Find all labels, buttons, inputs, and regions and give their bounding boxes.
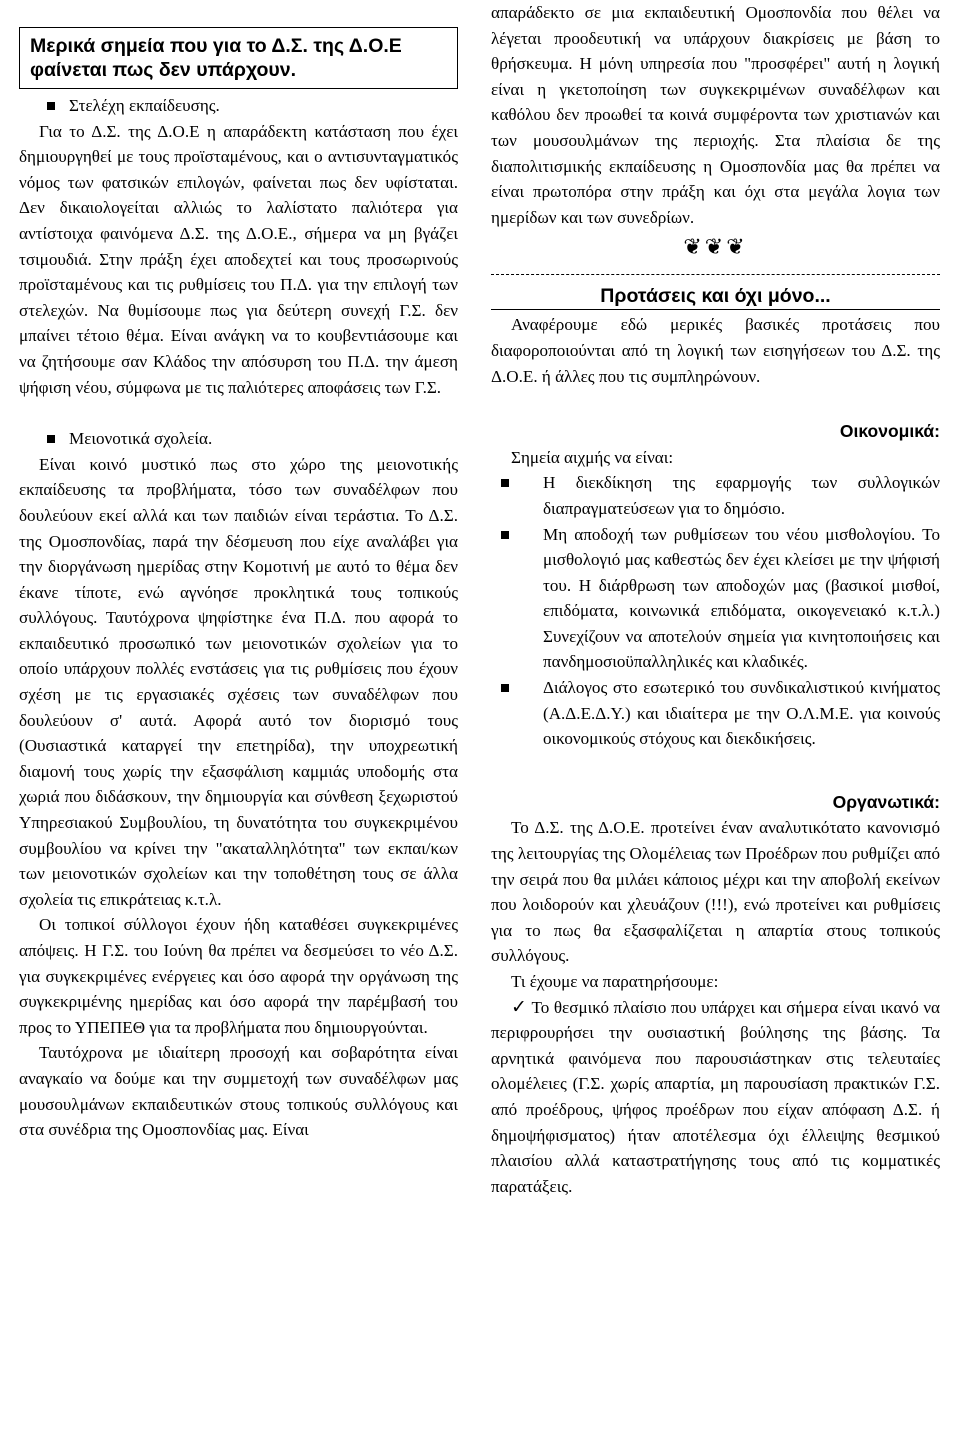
economic-lead: Σημεία αιχμής να είναι: xyxy=(511,447,674,467)
paragraph-continued: απαράδεκτο σε μια εκπαιδευτική Ομοσπονδία που θέλει να λέγεται προοδευτική να υπάρχουν διακρίσεις με βάση το θρήσκευμα. Η μόνη υπηρεσία που "προσφέρει" αυτή η λογική είναι η γκετοποίηση των συγκεκριμένων συναδέλφων και καθόλου δεν προωθεί τα κοινά συμφέροντα των χριστιανών και των μουσουλμάνων της περιοχής. Στα πλαίσια δε της διαπολιτισμικής εκπαίδευσης η Ομοσπονδία μας θα πρέπει να είναι πρωτοπόρα στην πράξη και όχι στα μεγάλα λογια των ημερίδων και των συνεδρίων. xyxy=(491,3,940,227)
square-bullet-icon xyxy=(47,102,55,110)
list-item: Διάλογος στο εσωτερικό του συνδικαλιστικού κινήματος (Α.Δ.Ε.Δ.Υ.) και ιδιαίτερα με την Ο.Λ.Μ.Ε. για κοινούς οικονομικούς στόχους και διεκδικήσεις. xyxy=(491,675,940,752)
bullet-heading-minority-schools xyxy=(19,426,458,452)
paragraph-executives: Για το Δ.Σ. της Δ.Ο.Ε η απαράδεκτη κατάσταση που έχει δημιουργηθεί με τους προϊσταμένους, και ο αντισυνταγματικός νόμος των φατσικών επιλογών, φαίνεται πως δεν υφίσταται. Δεν δικαιολογείται αλλιώς το λαλίστατο παλιότερα για αντίστοιχα φαινόμενα Δ.Σ. της Δ.Ο.Ε., σήμερα να μη βγάζει τσιμουδιά. Στην πράξη έχει αποδεχτεί και τους προσωρινούς προϊσταμένους και τις ρυθμίσεις του Π.Δ. για την επιλογή των στελεχών. Να θυμίσουμε πως για δεύτερη συνεχή Γ.Σ. δεν μπαίνει τέτοιο θέμα. Είναι ανάγκη να το κουβεντιάσουμε και να ζητήσουμε σαν Κλάδος την απόσυρση του Π.Δ. την άμεση ψήφιση νέου, σύμφωνα με τις παλιότερες αποφάσεις των Γ.Σ. xyxy=(19,121,458,397)
bullet-label: Μειονοτικά σχολεία. xyxy=(69,429,213,449)
bullet-label: Στελέχη εκπαίδευσης. xyxy=(69,96,220,115)
organizational-note: Τι έχουμε να παρατηρήσουμε: xyxy=(511,972,719,991)
proposals-section xyxy=(491,274,940,389)
floral-dingbat-icon: ❦❦❦ xyxy=(683,234,748,260)
economic-heading: Οικονομικά: xyxy=(839,421,940,442)
paragraph-minority-3: Ταυτόχρονα με ιδιαίτερη προσοχή και σοβαρότητα είναι αναγκαίο να δούμε και την συμμετοχή των συναδέλφων μας μουσουλμάνων εκπαιδευτικών στους τοπικούς συλλόγους και στα συνέδρια της Ομοσπονδίας μας. Είναι xyxy=(19,1043,458,1140)
square-bullet-icon xyxy=(501,479,509,487)
square-bullet-icon xyxy=(501,531,509,539)
square-bullet-icon xyxy=(501,684,509,692)
checkmark-icon: ✓ xyxy=(511,995,528,1018)
organizational-heading: Οργανωτικά: xyxy=(832,791,940,812)
right-column xyxy=(491,0,940,1199)
section-title: Προτάσεις και όχι μόνο... xyxy=(491,283,940,310)
proposals-intro: Αναφέρουμε εδώ μερικές βασικές προτάσεις που διαφοροποιούνται από τη λογική των εισηγήσεων του Δ.Σ. της Δ.Ο.Ε. ή άλλες που τις συμπληρώνουν. xyxy=(491,315,940,386)
organizational-check-paragraph: ✓ Το θεσμικό πλαίσιο που υπάρχει και σήμερα είναι ικανό να περιφρουρήσει την ουσιαστική βούλησης της βάσης. Τα αρνητικά φαινόμενα που παρουσιάστηκαν στις τελευταίες ολομέλειες (Γ.Σ. χωρίς απαρτία, μη παρουσίαση πρακτικών Γ.Σ. από προέδρους, ψήφος προέδρων που είχαν απόφαση Δ.Σ. ή δημοψήφισματος) ήταν αποτέλεσμα όχι έλλειψης θεσμικού πλαισίου αλλά καταστρατήγησης τους από τις κομματικές παρατάξεις. xyxy=(491,995,941,1196)
square-bullet-icon xyxy=(47,435,55,443)
list-item: Η διεκδίκηση της εφαρμογής των συλλογικών διαπραγματεύσεων για το δημόσιο. xyxy=(491,470,940,521)
list-item: Μη αποδοχή των ρυθμίσεων του νέου μισθολογίου. Το μισθολογιό μας καθεστώς δεν έχει κλείσει με την ψήφισή του. Η διάρθρωση των αποδοχών μας (βασικοί μισθοί, επιδόματα, κοινωνικά επιδόματα, οικογενειακό κ.τ.λ.) Συνεχίζουν να αποτελούν σημεία για κινητοποιήσεις και πανδημοσιοϋπαλληλικές και κλαδικές. xyxy=(491,522,940,676)
left-column xyxy=(19,0,458,1143)
paragraph-minority-1: Είναι κοινό μυστικό πως στο χώρο της μειονοτικής εκπαίδευσης τα προβλήματα, τόσο των συναδέλφων που δουλεύουν εκεί αλλά και των παιδιών είναι τεράστια. Το Δ.Σ. της Ομοσπονδίας, παρά την δέσμευση που είχε αναλάβει για την διοργάνωση ημερίδας στην Κομοτινή με αυτό το θέμα δεν έκανε τίποτε, ενώ αγνόησε προκλητικά τους τοπικούς συλλόγους. Ταυτόχρονα ψηφίστηκε ένα Π.Δ. που αφορά το εκπαιδευτικό προσωπικό των μειονοτικών σχολείων για το οποίο υπάρχουν πολλές ενστάσεις για τις ρυθμίσεις που έχουν σχέση με τις εργασιακές σχέσεις των συναδέλφων που δουλεύουν σ' αυτά. Αφορά αυτό τον διορισμό τους (Ουσιαστικά καταργεί την επετηρίδα), την υποχρεωτική διαμονή τους χωρίς την εξασφάλιση καμμιάς υποδομής στα χωριά που διδάσκουν, την δημιουργία και σύνθεση ξεχωριστού Υπηρεσιακού Συμβουλίου, τη δυνατότητα του συγκεκριμένου συμβουλίου να κρίνει την "ακαταλληλότητα" των εκπαι/κων των μειονοτικών σχολείων και την τοποθέτηση τους σε άλλα σχολεία τις επικράτειας κ.τ.λ. xyxy=(19,454,458,909)
boxed-heading: Μερικά σημεία που για το Δ.Σ. της Δ.Ο.Ε φαίνεται πως δεν υπάρχουν. xyxy=(19,27,458,89)
paragraph-minority-2: Οι τοπικοί σύλλογοι έχουν ήδη καταθέσει συγκεκριμένες απόψεις. Η Γ.Σ. του Ιούνη θα πρέπει να δεσμεύσει το νέο Δ.Σ. για συγκεκριμένες ενέργειες και όσο αφορά την οργάνωση της συγκεκριμένης ημερίδας και όσο αφορά την παρέμβασή του προς το ΥΠΕΠΕΘ για τα προβλήματα που δημιουργούνται. xyxy=(19,915,458,1037)
organizational-paragraph: Το Δ.Σ. της Δ.Ο.Ε. προτείνει έναν αναλυτικότατο κανονισμό της λειτουργίας της Ολομέλειας των Προέδρων που ρυθμίζει από την σειρά που θα μιλάει κάποιος μέχρι και την αποβολή εκείνων που λοιδορούν και χλευάζουν (!!!), ενώ προτείνει και ρυθμίσεις για το πως θα εξασφαλίζεται η απαρτία στους τοπικούς συλλόγους. xyxy=(491,818,940,966)
bullet-heading-executives xyxy=(19,93,458,119)
